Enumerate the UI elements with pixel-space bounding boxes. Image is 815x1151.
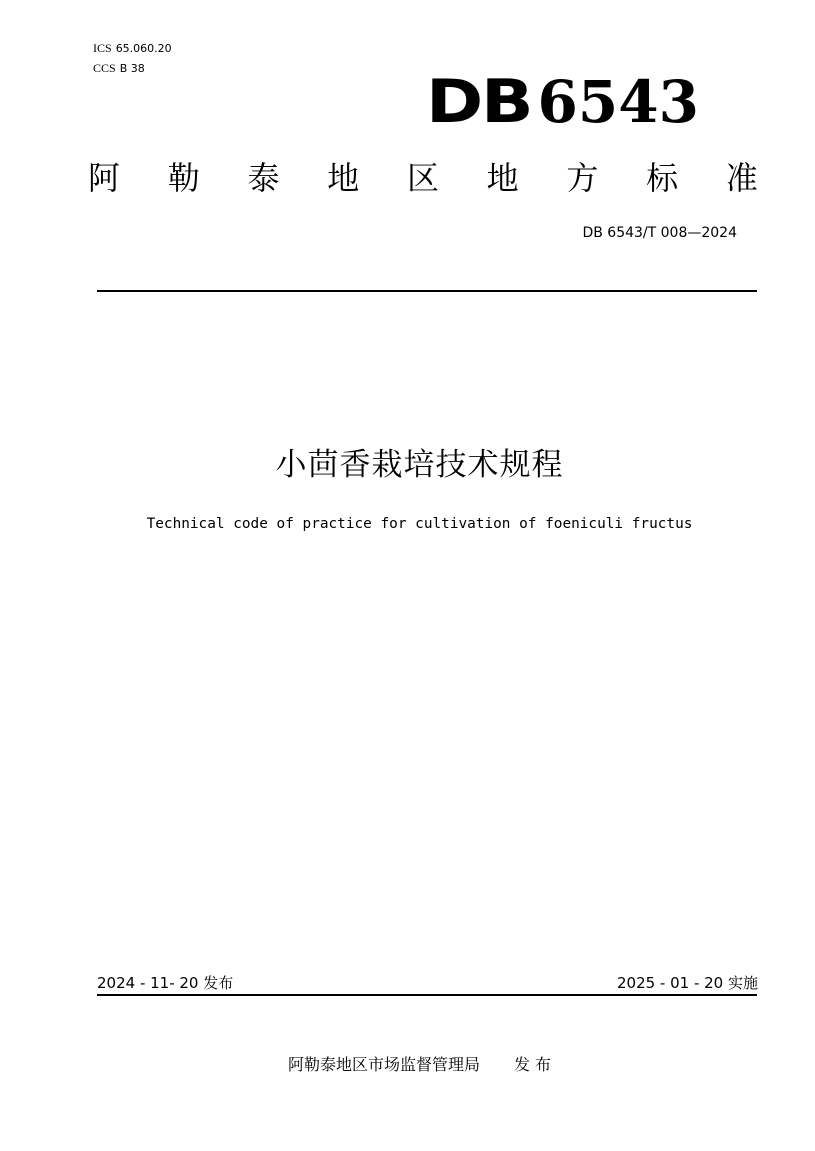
db-logo-number: 6543 (537, 68, 699, 136)
ics-label: ICS (93, 41, 112, 55)
standard-code: DB 6543/T 008—2024 (582, 225, 737, 241)
issuer-action: 发 布 (513, 1055, 552, 1074)
ics-value: 65.060.20 (115, 42, 172, 55)
standard-type-char: 区 (406, 159, 439, 197)
db-logo (426, 67, 699, 137)
standard-type-char: 方 (566, 159, 599, 197)
implement-date: 2025 - 01 - 20 实施 (616, 974, 758, 992)
standard-type-char: 阿 (88, 159, 121, 197)
standard-type-char: 勒 (167, 159, 200, 197)
header-divider (97, 290, 757, 292)
ccs-label: CCS (93, 61, 116, 75)
issuer-name: 阿勒泰地区市场监督管理局 (287, 1055, 480, 1074)
standard-type-char: 地 (486, 159, 519, 197)
document-title-cn: 小茴香栽培技术规程 (275, 447, 564, 483)
standard-type-char: 准 (725, 159, 758, 197)
footer-divider (97, 994, 757, 996)
standard-type-char: 地 (327, 159, 360, 197)
db-logo-letters: DB (426, 67, 532, 137)
standard-type-char: 泰 (247, 159, 280, 197)
standard-type-heading (88, 154, 758, 202)
ics-line (93, 40, 172, 57)
ccs-value: B 38 (119, 62, 145, 75)
ccs-line (93, 60, 145, 77)
standard-type-char: 标 (646, 159, 679, 197)
issuer-line (0, 1053, 815, 1077)
document-title-en: Technical code of practice for cultivation of foeniculi fructus (146, 516, 693, 532)
publish-date: 2024 - 11- 20 发布 (97, 974, 234, 992)
